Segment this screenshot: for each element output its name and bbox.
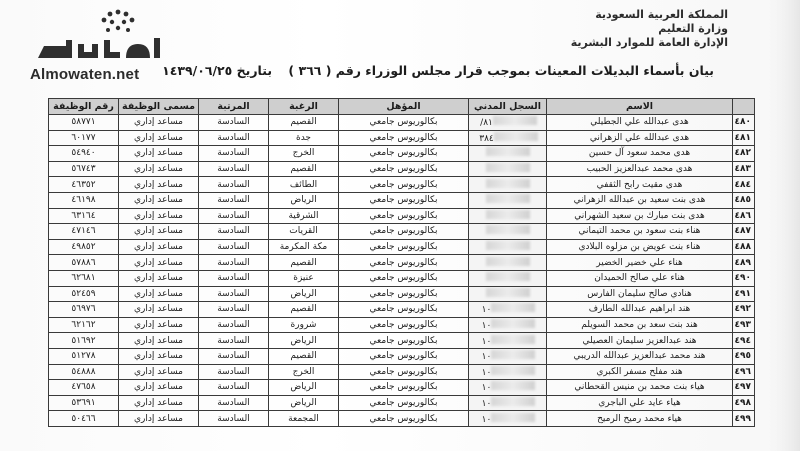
row-number: ٤٨٧ xyxy=(733,224,755,240)
row-number: ٤٨٠ xyxy=(733,115,755,131)
job-number: ٤٧٦٥٨ xyxy=(49,380,119,396)
job-title: مساعد إداري xyxy=(119,364,199,380)
rank: السادسة xyxy=(199,130,269,146)
table-row xyxy=(49,270,755,286)
qualification: بكالوريوس جامعي xyxy=(339,192,469,208)
preference-city: الطائف xyxy=(269,177,339,193)
civil-id-redacted: ٣٨٤ xyxy=(469,130,547,146)
job-title: مساعد إداري xyxy=(119,270,199,286)
qualification: بكالوريوس جامعي xyxy=(339,411,469,427)
redaction-blur xyxy=(491,381,535,390)
preference-city: المجمعة xyxy=(269,411,339,427)
rank: السادسة xyxy=(199,224,269,240)
redaction-blur xyxy=(491,366,535,375)
qualification: بكالوريوس جامعي xyxy=(339,239,469,255)
qualification: بكالوريوس جامعي xyxy=(339,255,469,271)
row-number: ٤٨٥ xyxy=(733,192,755,208)
job-title: مساعد إداري xyxy=(119,255,199,271)
rank: السادسة xyxy=(199,208,269,224)
table-row xyxy=(49,146,755,162)
job-number: ٥٦٧٤٣ xyxy=(49,161,119,177)
job-number: ٥٧٨٨٦ xyxy=(49,255,119,271)
col-header-seq xyxy=(733,99,755,115)
redaction-blur xyxy=(486,163,530,172)
row-number: ٤٨١ xyxy=(733,130,755,146)
table-row xyxy=(49,224,755,240)
header-line-department: الإدارة العامة للموارد البشرية xyxy=(570,36,728,49)
employee-name: هند عبدالعزيز سليمان العصيلي xyxy=(547,333,733,349)
employee-name: هناء بنت عويض بن مزلوه البلادي xyxy=(547,239,733,255)
employee-name: هياء عايد علي الباجري xyxy=(547,395,733,411)
job-title: مساعد إداري xyxy=(119,317,199,333)
job-number: ٥١٢٧٨ xyxy=(49,348,119,364)
job-title: مساعد إداري xyxy=(119,177,199,193)
header-line-kingdom: المملكة العربية السعودية xyxy=(595,8,728,21)
employee-name: هدى محمد عبدالعزيز الحبيب xyxy=(547,161,733,177)
civil-id-redacted: ٨١/ xyxy=(469,115,547,131)
preference-city: القريات xyxy=(269,224,339,240)
preference-city: القصيم xyxy=(269,302,339,318)
redaction-blur xyxy=(494,132,538,141)
ministry-header xyxy=(571,8,728,50)
redaction-blur xyxy=(486,257,530,266)
rank: السادسة xyxy=(199,333,269,349)
job-number: ٥٣٦٩١ xyxy=(49,395,119,411)
rank: السادسة xyxy=(199,161,269,177)
rank: السادسة xyxy=(199,177,269,193)
row-number: ٤٨٤ xyxy=(733,177,755,193)
preference-city: الرياض xyxy=(269,192,339,208)
employee-name: هناء علي خضير الخضير xyxy=(547,255,733,271)
rank: السادسة xyxy=(199,317,269,333)
qualification: بكالوريوس جامعي xyxy=(339,270,469,286)
employee-name: هياء بنت محمد بن منيس القحطاني xyxy=(547,380,733,396)
table-row xyxy=(49,348,755,364)
qualification: بكالوريوس جامعي xyxy=(339,177,469,193)
row-number: ٤٨٩ xyxy=(733,255,755,271)
preference-city: القصيم xyxy=(269,115,339,131)
row-number: ٤٩٥ xyxy=(733,348,755,364)
redaction-blur xyxy=(493,116,537,125)
row-number: ٤٩٦ xyxy=(733,364,755,380)
civil-id-redacted: ١٠ xyxy=(469,395,547,411)
job-title: مساعد إداري xyxy=(119,239,199,255)
redaction-blur xyxy=(491,350,535,359)
job-title: مساعد إداري xyxy=(119,348,199,364)
civil-id-redacted: ١٠ xyxy=(469,333,547,349)
table-row xyxy=(49,239,755,255)
redaction-blur xyxy=(486,210,530,219)
table-row xyxy=(49,395,755,411)
appointees-table xyxy=(48,98,755,427)
table-row xyxy=(49,411,755,427)
job-number: ٤٧١٤٦ xyxy=(49,224,119,240)
table-row xyxy=(49,177,755,193)
row-number: ٤٩٣ xyxy=(733,317,755,333)
rank: السادسة xyxy=(199,364,269,380)
table-row xyxy=(49,317,755,333)
row-number: ٤٩١ xyxy=(733,286,755,302)
redaction-blur xyxy=(491,303,535,312)
job-number: ٥٦٩٧٦ xyxy=(49,302,119,318)
employee-name: هناء بنت سعود بن محمد التيماني xyxy=(547,224,733,240)
qualification: بكالوريوس جامعي xyxy=(339,224,469,240)
civil-id-redacted xyxy=(469,161,547,177)
qualification: بكالوريوس جامعي xyxy=(339,364,469,380)
preference-city: مكة المكرمة xyxy=(269,239,339,255)
job-title: مساعد إداري xyxy=(119,130,199,146)
qualification: بكالوريوس جامعي xyxy=(339,348,469,364)
col-header-name: الاسم xyxy=(547,99,733,115)
row-number: ٤٩٢ xyxy=(733,302,755,318)
header-line-ministry: وزارة التعليم xyxy=(658,22,728,35)
employee-name: هند بنت سعد بن محمد السويلم xyxy=(547,317,733,333)
civil-id-redacted: ١٠ xyxy=(469,364,547,380)
redaction-blur xyxy=(486,288,530,297)
rank: السادسة xyxy=(199,146,269,162)
qualification: بكالوريوس جامعي xyxy=(339,380,469,396)
qualification: بكالوريوس جامعي xyxy=(339,286,469,302)
title-text: بيان بأسماء البديلات المعينات بموجب قرار مجلس الوزراء رقم ( ٣٦٦ ) xyxy=(288,63,714,78)
preference-city: القصيم xyxy=(269,255,339,271)
job-title: مساعد إداري xyxy=(119,161,199,177)
preference-city: القصيم xyxy=(269,348,339,364)
job-title: مساعد إداري xyxy=(119,115,199,131)
watermark-site-text: Almowaten.net xyxy=(30,66,140,83)
rank: السادسة xyxy=(199,115,269,131)
table-row xyxy=(49,130,755,146)
redaction-blur xyxy=(491,319,535,328)
preference-city: الرياض xyxy=(269,333,339,349)
civil-id-redacted: ١٠ xyxy=(469,317,547,333)
rank: السادسة xyxy=(199,286,269,302)
row-number: ٤٩٩ xyxy=(733,411,755,427)
row-number: ٤٩٤ xyxy=(733,333,755,349)
civil-id-redacted: ١٠ xyxy=(469,302,547,318)
preference-city: عنيزة xyxy=(269,270,339,286)
row-number: ٤٨٣ xyxy=(733,161,755,177)
col-header-qualification: المؤهل xyxy=(339,99,469,115)
redaction-blur xyxy=(491,413,535,422)
job-number: ٥٢٤٥٩ xyxy=(49,286,119,302)
qualification: بكالوريوس جامعي xyxy=(339,317,469,333)
preference-city: القصيم xyxy=(269,161,339,177)
redaction-blur xyxy=(491,335,535,344)
civil-id-redacted: ١٠ xyxy=(469,348,547,364)
employee-name: هدى عبدالله علي الجطيلي xyxy=(547,115,733,131)
job-title: مساعد إداري xyxy=(119,411,199,427)
redaction-blur xyxy=(486,272,530,281)
almowaten-watermark xyxy=(30,8,170,90)
qualification: بكالوريوس جامعي xyxy=(339,161,469,177)
employee-name: هياء محمد رميح الرميح xyxy=(547,411,733,427)
civil-id-redacted xyxy=(469,208,547,224)
civil-id-redacted xyxy=(469,239,547,255)
row-number: ٤٩٠ xyxy=(733,270,755,286)
redaction-blur xyxy=(486,241,530,250)
redaction-blur xyxy=(486,147,530,156)
qualification: بكالوريوس جامعي xyxy=(339,146,469,162)
job-number: ٥١٦٩٢ xyxy=(49,333,119,349)
civil-id-redacted xyxy=(469,224,547,240)
job-title: مساعد إداري xyxy=(119,333,199,349)
qualification: بكالوريوس جامعي xyxy=(339,115,469,131)
rank: السادسة xyxy=(199,348,269,364)
employee-name: هناء علي صالح الحميدان xyxy=(547,270,733,286)
qualification: بكالوريوس جامعي xyxy=(339,130,469,146)
rank: السادسة xyxy=(199,239,269,255)
page-edge-shadow xyxy=(754,0,800,451)
civil-id-redacted xyxy=(469,270,547,286)
col-header-preference: الرغبة xyxy=(269,99,339,115)
employee-name: هدى محمد سعود آل حسين xyxy=(547,146,733,162)
employee-name: هدى مقيت رابح الثقفي xyxy=(547,177,733,193)
row-number: ٤٩٨ xyxy=(733,395,755,411)
table-row xyxy=(49,208,755,224)
preference-city: الخرج xyxy=(269,364,339,380)
civil-id-redacted xyxy=(469,286,547,302)
preference-city: الخرج xyxy=(269,146,339,162)
redaction-blur xyxy=(486,225,530,234)
civil-id-redacted xyxy=(469,146,547,162)
redaction-blur xyxy=(486,179,530,188)
job-number: ٦٢٦٨١ xyxy=(49,270,119,286)
table-row xyxy=(49,302,755,318)
row-number: ٤٩٧ xyxy=(733,380,755,396)
qualification: بكالوريوس جامعي xyxy=(339,302,469,318)
employee-name: هدى بنت سعيد بن عبدالله الزهراني xyxy=(547,192,733,208)
civil-id-redacted xyxy=(469,255,547,271)
table-row xyxy=(49,192,755,208)
job-title: مساعد إداري xyxy=(119,302,199,318)
col-header-rank: المرتبة xyxy=(199,99,269,115)
row-number: ٤٨٢ xyxy=(733,146,755,162)
job-number: ٤٦٣٥٢ xyxy=(49,177,119,193)
row-number: ٤٨٨ xyxy=(733,239,755,255)
job-number: ٤٦١٩٨ xyxy=(49,192,119,208)
job-title: مساعد إداري xyxy=(119,208,199,224)
job-title: مساعد إداري xyxy=(119,146,199,162)
table-row xyxy=(49,161,755,177)
preference-city: جدة xyxy=(269,130,339,146)
table-row xyxy=(49,333,755,349)
employee-name: هدى عبدالله علي الزهراني xyxy=(547,130,733,146)
job-title: مساعد إداري xyxy=(119,395,199,411)
rank: السادسة xyxy=(199,380,269,396)
job-number: ٦٢١٦٢ xyxy=(49,317,119,333)
job-title: مساعد إداري xyxy=(119,224,199,240)
employee-name: هنادي صالح سليمان الفارس xyxy=(547,286,733,302)
table-header-row xyxy=(49,99,755,115)
preference-city: شرورة xyxy=(269,317,339,333)
table-row xyxy=(49,380,755,396)
title-date: بتاريخ ١٤٣٩/٠٦/٢٥ xyxy=(162,63,273,78)
redaction-blur xyxy=(491,397,535,406)
job-title: مساعد إداري xyxy=(119,286,199,302)
preference-city: الشرقية xyxy=(269,208,339,224)
qualification: بكالوريوس جامعي xyxy=(339,208,469,224)
job-title: مساعد إداري xyxy=(119,380,199,396)
job-number: ٦٠١٧٧ xyxy=(49,130,119,146)
almowaten-logo-icon xyxy=(38,8,168,68)
redaction-blur xyxy=(486,194,530,203)
job-number: ٥٠٤٦٦ xyxy=(49,411,119,427)
col-header-job-title: مسمى الوظيفة xyxy=(119,99,199,115)
job-number: ٥٨٧٧١ xyxy=(49,115,119,131)
table-row xyxy=(49,364,755,380)
preference-city: الرياض xyxy=(269,286,339,302)
employee-name: هند مفلح مسفر الكبري xyxy=(547,364,733,380)
employee-name: هدى بنت مبارك بن سعيد الشهراني xyxy=(547,208,733,224)
col-header-civil-id: السجل المدني xyxy=(469,99,547,115)
qualification: بكالوريوس جامعي xyxy=(339,395,469,411)
preference-city: الرياض xyxy=(269,395,339,411)
rank: السادسة xyxy=(199,395,269,411)
preference-city: الرياض xyxy=(269,380,339,396)
job-number: ٥٤٩٤٠ xyxy=(49,146,119,162)
job-title: مساعد إداري xyxy=(119,192,199,208)
row-number: ٤٨٦ xyxy=(733,208,755,224)
table-row xyxy=(49,255,755,271)
rank: السادسة xyxy=(199,255,269,271)
employee-name: هند محمد عبدالعزيز عبدالله الدريبي xyxy=(547,348,733,364)
rank: السادسة xyxy=(199,411,269,427)
civil-id-redacted: ١٠ xyxy=(469,411,547,427)
job-number: ٥٤٨٨٨ xyxy=(49,364,119,380)
job-number: ٤٩٨٥٢ xyxy=(49,239,119,255)
rank: السادسة xyxy=(199,192,269,208)
civil-id-redacted xyxy=(469,177,547,193)
civil-id-redacted xyxy=(469,192,547,208)
col-header-job-number: رقم الوظيفة xyxy=(49,99,119,115)
rank: السادسة xyxy=(199,270,269,286)
qualification: بكالوريوس جامعي xyxy=(339,333,469,349)
document-title xyxy=(162,63,726,78)
employee-name: هند ابراهيم عبدالله الطارف xyxy=(547,302,733,318)
table-row xyxy=(49,115,755,131)
job-number: ٦٣١٦٤ xyxy=(49,208,119,224)
civil-id-redacted: ١٠ xyxy=(469,380,547,396)
rank: السادسة xyxy=(199,302,269,318)
table-row xyxy=(49,286,755,302)
